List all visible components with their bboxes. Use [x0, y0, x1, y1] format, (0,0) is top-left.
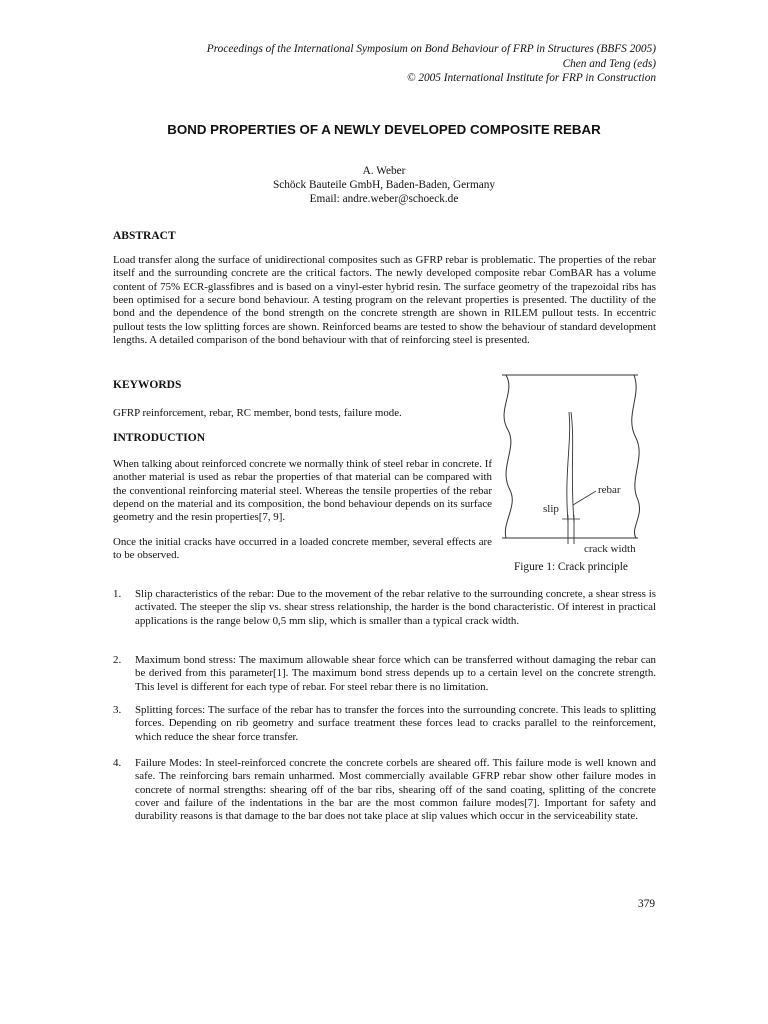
list-item-number: 3.: [113, 704, 122, 716]
left-break-line: [504, 375, 512, 538]
header-line-3: © 2005 International Institute for FRP in Construction: [406, 72, 656, 84]
keywords-text: GFRP reinforcement, rebar, RC member, bond tests, failure mode.: [113, 407, 402, 419]
keywords-heading: KEYWORDS: [113, 379, 182, 391]
header-line-2: Chen and Teng (eds): [562, 57, 656, 70]
introduction-paragraph-2: Once the initial cracks have occurred in a loaded concrete member, several effects are to be observed.: [113, 536, 492, 562]
introduction-heading: INTRODUCTION: [113, 432, 206, 444]
crack-diagram: [494, 372, 660, 552]
header-line-1: Proceedings of the International Symposium on Bond Behaviour of FRP in Structures (BBFS 2005): [206, 43, 656, 55]
proceedings-header: [207, 42, 656, 86]
slip-label: slip: [543, 503, 559, 515]
author-email: Email: andre.weber@schoeck.de: [309, 193, 459, 205]
list-item-number: 2.: [113, 654, 122, 666]
list-item-text: Maximum bond stress: The maximum allowable shear force which can be transferred without damaging the rebar can be derived from this parameter[1]. The maximum bond stress depends up to a certain level on the concrete strength. This level is different for each type of rebar. For steel rebar there is no limitation.: [135, 654, 656, 693]
rebar-label: rebar: [598, 484, 621, 496]
list-item-number: 1.: [113, 588, 122, 600]
list-item-number: 4.: [113, 757, 122, 769]
crack-width-label: crack width: [584, 543, 636, 552]
list-item: [113, 654, 656, 694]
abstract-heading: ABSTRACT: [113, 230, 176, 242]
list-item: [113, 704, 656, 744]
right-break-line: [632, 375, 640, 538]
author-block: [0, 164, 768, 206]
crack-left-face: [567, 412, 570, 522]
author-name: A. Weber: [362, 165, 406, 177]
list-item: [113, 757, 656, 824]
rebar-pointer: [573, 491, 596, 505]
page-number: 379: [638, 898, 655, 910]
crack-right-face: [571, 412, 574, 522]
introduction-paragraph-1: When talking about reinforced concrete we normally think of steel rebar in concrete. If another material is used as rebar the properties of that material can be compared with the conventional reinforcing material steel. Whereas the tensile properties of the rebar depend on the material and its composition, the bond behaviour depends on its surface geometry and the resin properties[7, 9].: [113, 458, 492, 524]
list-item-text: Splitting forces: The surface of the rebar has to transfer the forces into the surrounding concrete. This leads to splitting forces. Depending on rib geometry and surface treatment these forces lead to cracks parallel to the reinforcement, which reduce the shear force transfer.: [135, 704, 656, 743]
list-item-text: Slip characteristics of the rebar: Due to the movement of the rebar relative to the surrounding concrete, a shear stress is activated. The steeper the slip vs. shear stress relationship, the harder is the bond characteristic. Of interest in practical applications is the range below 0,5 mm slip, which is smaller than a typical crack width.: [135, 588, 656, 627]
author-affiliation: Schöck Bauteile GmbH, Baden-Baden, Germany: [272, 179, 496, 191]
list-item: [113, 588, 656, 628]
abstract-text: Load transfer along the surface of unidirectional composites such as GFRP rebar is problematic. The properties of the rebar itself and the surrounding concrete are the critical factors. The newly developed composite rebar ComBAR has a volume content of 75% ECR-glassfibres and is based on a vinyl-ester hybrid resin. The surface geometry of the trapezoidal ribs has been optimised for a secure bond behaviour. A testing program on the relevant properties is presented. The ductility of the bond and the dependence of the bond strength on the concrete strength are shown in RILEM pullout tests. In eccentric pullout tests the low splitting forces are shown. Reinforced beams are tested to show the behaviour of standard development lengths. A detailed comparison of the bond behaviour with that of reinforcing steel is presented.: [113, 254, 656, 347]
crack-principle-figure: [494, 372, 660, 552]
paper-title: BOND PROPERTIES OF A NEWLY DEVELOPED COMPOSITE REBAR: [167, 122, 601, 137]
figure-caption: Figure 1: Crack principle: [514, 561, 628, 573]
list-item-text: Failure Modes: In steel-reinforced concrete the concrete corbels are sheared off. This failure mode is well known and safe. The reinforcing bars remain unharmed. Most commercially available GFRP rebar show other failure modes in concrete of normal strengths: shearing off of the bar ribs, shearing off of the sand coating, splitting of the concrete cover and failure of the indentations in the bar are the most common failure modes[7]. Important for safety and durability reasons is that damage to the bar does not take place at slip values which occur in the serviceability state.: [135, 757, 656, 823]
